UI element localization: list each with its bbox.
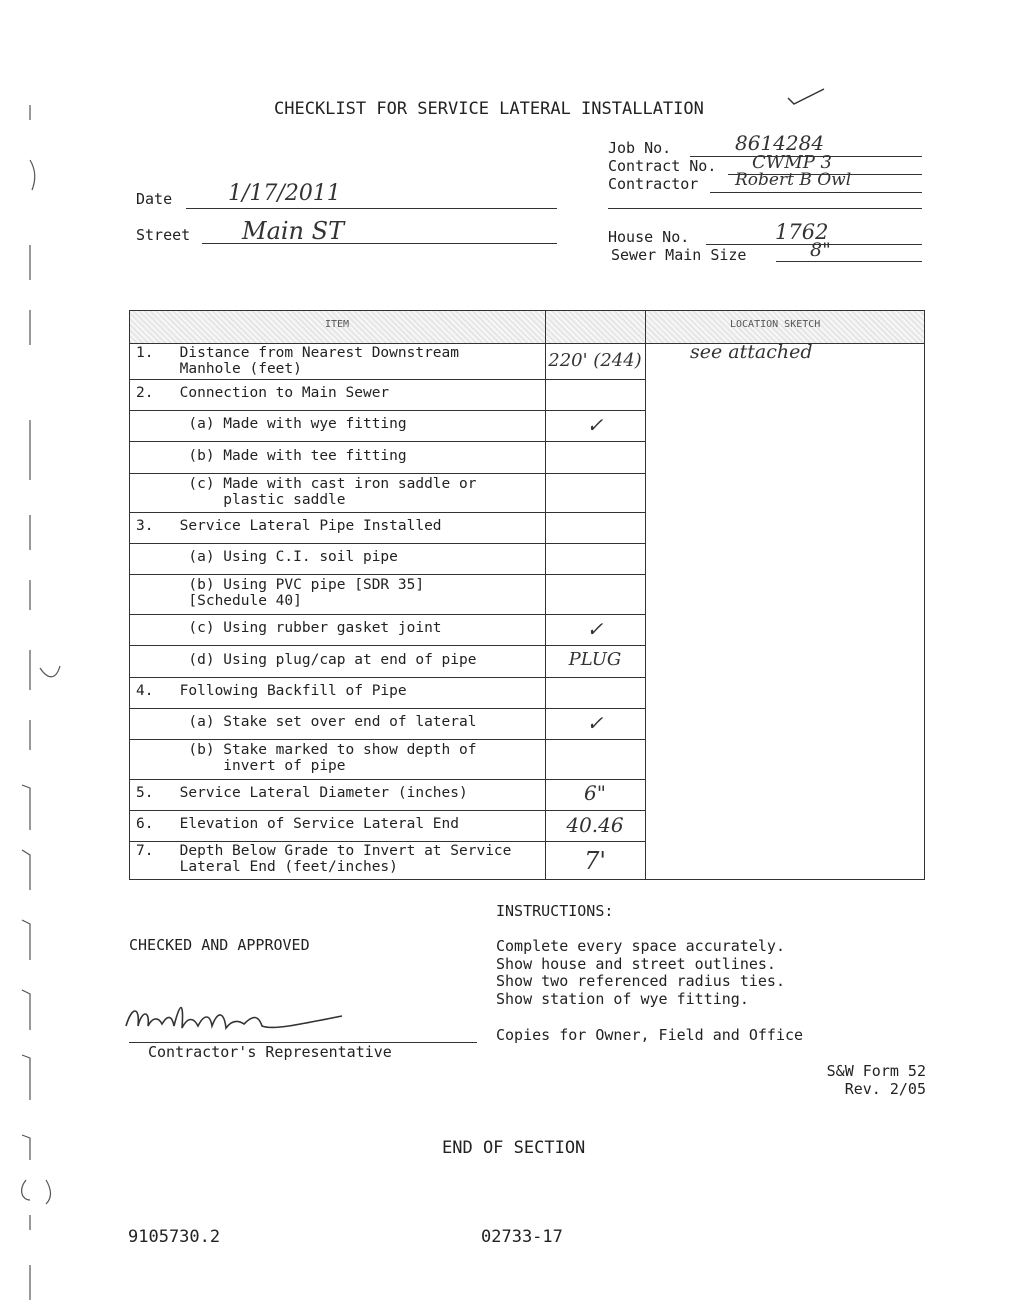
table-row [130,343,645,380]
street-value: Main ST [242,217,345,245]
sketch-note: see attached [690,341,813,363]
table-row [130,441,645,474]
street-underline [202,243,557,244]
row-label: 5. Service Lateral Diameter (inches) [136,785,468,801]
instruction-line: Show house and street outlines. [496,955,776,973]
contractor-underline-2 [608,208,922,209]
row-label: 6. Elevation of Service Lateral End [136,816,460,832]
table-row [130,543,645,575]
date-label: Date [136,190,173,208]
title-check-mark [786,86,826,108]
row-label: (a) Stake set over end of lateral [136,714,477,730]
instruction-line: Complete every space accurately. [496,937,785,955]
table-row [130,810,645,842]
job-value: 8614284 [735,131,825,155]
table-row [130,677,645,709]
table-row [130,779,645,811]
row-value: PLUG [568,649,622,670]
row-label: 4. Following Backfill of Pipe [136,683,407,699]
sewer-underline [776,261,922,262]
instructions-heading: INSTRUCTIONS: [496,902,614,920]
row-value: ✓ [586,711,604,735]
row-value: ✓ [586,413,604,437]
table-row [130,410,645,442]
row-value: ✓ [586,617,604,641]
job-label: Job No. [608,139,672,157]
sewer-label: Sewer Main Size [611,246,747,264]
date-underline [186,208,557,209]
sewer-value: 8" [810,239,831,261]
row-value: 6" [584,781,606,805]
contractor-underline [710,192,922,193]
table-row [130,739,645,780]
house-value: 1762 [775,220,829,244]
row-label: (b) Stake marked to show depth of invert of pipe [188,742,477,774]
row-label: (c) Made with cast iron saddle or plastic saddle [188,476,477,508]
row-label: 7. Depth Below Grade to Invert at Service Lateral End (feet/inches) [136,843,512,875]
table-row [130,473,645,513]
row-label: (a) Using C.I. soil pipe [136,549,398,565]
footer-document-id: 9105730.2 [128,1227,221,1247]
row-value: 40.46 [566,813,624,837]
table-row [130,512,645,544]
form-number: S&W Form 52 [826,1062,926,1080]
row-value: 7' [584,847,606,875]
contractor-label: Contractor [608,175,699,193]
approval-label: CHECKED AND APPROVED [129,936,310,954]
row-label: 2. Connection to Main Sewer [136,385,390,401]
table-row [130,574,645,615]
scan-edge-marks [0,0,70,1316]
instruction-line: Show station of wye fitting. [496,990,749,1008]
date-value: 1/17/2011 [228,181,341,206]
street-label: Street [136,226,191,244]
footer-page-number: 02733-17 [481,1227,563,1247]
table-row [130,614,645,646]
row-label: 1. Distance from Nearest Downstream Manhole (feet) [136,345,460,377]
row-label: (c) Using rubber gasket joint [136,620,442,636]
contract-label: Contract No. [608,157,717,175]
table-row [130,841,645,879]
contract-value: CWMP 3 [752,152,832,173]
signature [122,996,352,1046]
sketch-column-header: LOCATION SKETCH [730,319,821,330]
house-label: House No. [608,228,690,246]
form-revision: Rev. 2/05 [844,1080,926,1098]
table-row [130,708,645,740]
signature-role: Contractor's Representative [148,1043,392,1061]
row-label: (b) Using PVC pipe [SDR 35] [Schedule 40] [188,577,425,609]
table-row [130,379,645,411]
row-label: (b) Made with tee fitting [136,448,407,464]
form-title: CHECKLIST FOR SERVICE LATERAL INSTALLATION [274,99,704,119]
table-row [130,645,645,678]
row-label: (d) Using plug/cap at end of pipe [136,652,477,668]
row-label: (a) Made with wye fitting [136,416,407,432]
row-value: 220' (244) [548,350,642,371]
sketch-column-divider [645,311,646,879]
end-of-section: END OF SECTION [442,1138,586,1158]
instruction-line: Show two referenced radius ties. [496,972,785,990]
contractor-value: Robert B Owl [735,170,852,190]
checklist-table [129,310,925,880]
row-label: 3. Service Lateral Pipe Installed [136,518,442,534]
copies-note: Copies for Owner, Field and Office [496,1026,804,1044]
item-column-header: ITEM [325,319,350,330]
